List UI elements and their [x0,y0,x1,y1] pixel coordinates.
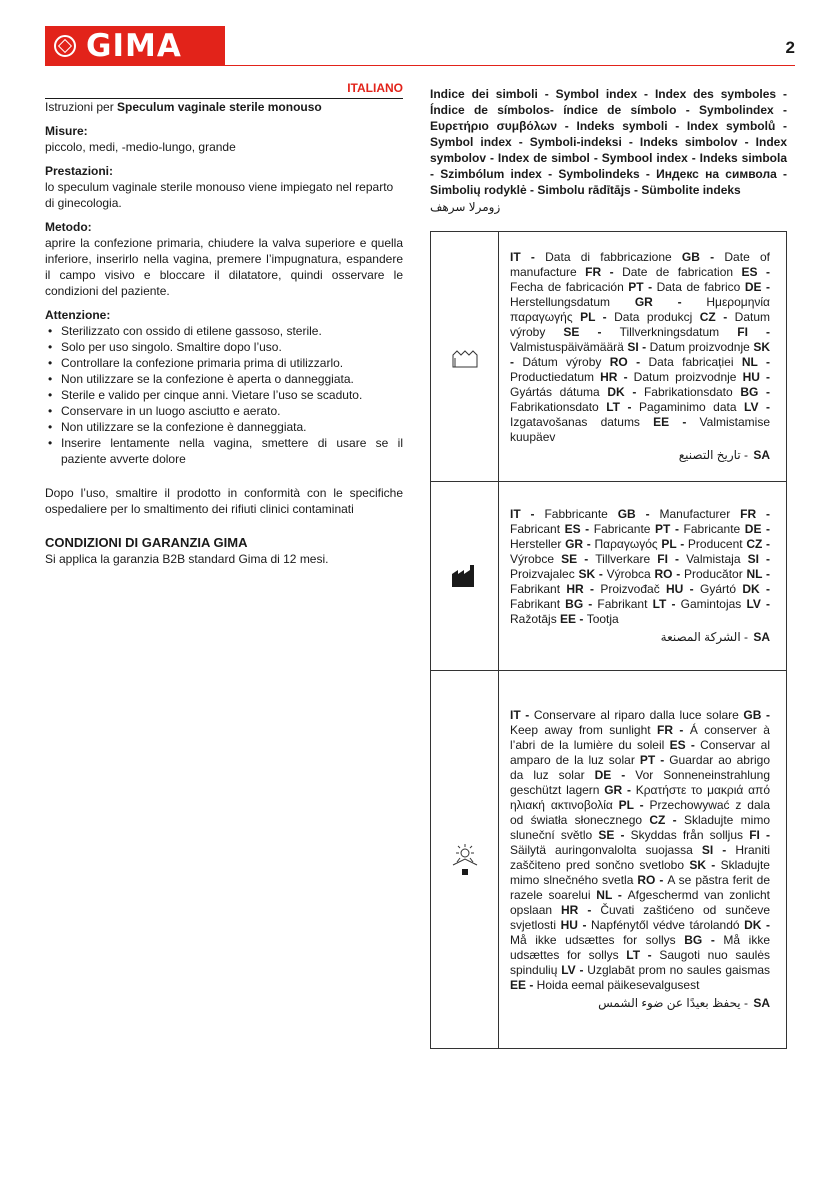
logo-text: GIMA [86,28,182,64]
symbol-translations: IT - Fabbricante GB - Manufacturer FR - Fabricant ES - Fabricante PT - Fabricante DE - Hersteller GR - Παραγωγός PL - Producent CZ - Výrobce SE - Tillverkare FI - Valmistaja SI - Proizvajalec SK - Výrobca RO - Producător NL - Fabrikant HR - Proizvođač HU - Gyártó DK - Fabrikant BG - Fabrikant LT - Gamintojas LV - Ražotājs EE - Tootja [510,507,771,626]
arabic-translation: تاريخ التصنيع - SA [678,448,770,462]
warning-item: • Inserire lentamente nella vagina, smettere di usare se il paziente avverte dolore [45,435,403,467]
symbol-description [499,232,786,481]
symbol-index-title-arabic: زومرلا سرهف [430,200,501,214]
warning-item: • Sterile e valido per cinque anni. Vietare l’uso se scaduto. [45,387,403,403]
symbol-icon-cell [431,232,499,481]
warning-item: • Conservare in un luogo asciutto e aerato. [45,403,403,419]
sizes-text: piccolo, medi, -medio-lungo, grande [45,140,236,154]
symbol-index-title: Indice dei simboli - Symbol index - Index des symboles - Índice de símbolos- índice de símbolo - Symbolindex - Ευρετήριο συμβόλων - Indeks symboli - Index symbolů - Symbol index - Symboli-indeksi - Indeks simbolov - Index symbolov - Index de simbol - Symbool index - Indeks simbola - Szimbólum index - Symbolindeks - Индекс на символа - Simbolių rodyklė - Simbolu rādītājs - Sümbolite indeks [430,87,787,197]
after-use-text: Dopo l’uso, smaltire il prodotto in conformità con le specifiche ospedaliere per lo smaltimento dei rifiuti clinici contaminati [45,486,403,516]
warranty-text: Si applica la garanzia B2B standard Gima di 12 mesi. [45,552,329,566]
italian-instructions [45,80,403,567]
page-number: 2 [785,38,795,57]
arabic-translation: الشركة المصنعة - SA [660,630,770,644]
arabic-text: يحفظ بعيدًا عن ضوء الشمس [598,996,741,1010]
manufacturer-icon [451,564,479,588]
warranty-heading: CONDIZIONI DI GARANZIA GIMA [45,535,248,550]
warning-item: • Controllare la confezione primaria prima di utilizzarlo. [45,355,403,371]
symbol-row-keep-away-from-sunlight [431,671,786,1048]
warning-item: • Non utilizzare se la confezione è aperta o danneggiata. [45,371,403,387]
performance-heading: Prestazioni: [45,164,114,178]
method-text: aprire la confezione primaria, chiudere la valva superiore e quella inferiore, inserirlo nella vagina, premere l’impugnatura, espandere il campo visivo e bloccare il dilatatore, quindi osservare le condizioni del paziente. [45,236,403,298]
arabic-label: SA [753,448,770,462]
symbol-description [499,482,786,670]
symbol-icon-cell [431,482,499,670]
arabic-label: SA [753,630,770,644]
gima-logo [45,26,225,66]
symbol-translations: IT - Conservare al riparo dalla luce solare GB - Keep away from sunlight FR - Á conserver à l’abri de la lumière du soleil ES - Conservar al amparo de la luz solar PT - Guardar ao abrigo da luz solar DE - Vor Sonneneinstrahlung geschützt lagern GR - Κρατήστε το μακριά από ηλιακή ακτινοβολία PL - Przechowywać z dala od światła słonecznego CZ - Skladujte mimo sluneční světlo SE - Skyddas från solljus FI - Säilytä auringonvalolta suojassa SI - Hraniti zaščiteno pred sončno svetlobo SK - Skladujte mimo slnečného svetla RO - A se păstra ferit de razele soarelui NL - Afgeschermd van zonlicht opslaan HR - Čuvati zaštićeno od sunčeve svjetlosti HU - Napfénytől védve tárolandó DK - Må ikke udsættes for sollys BG - Må ikke udsættes for sollys LT - Saugoti nuo saulės spindulių LV - Uzglabāt prom no saules gaismas EE - Hoida eemal päikesevalgusest [510,708,771,992]
symbol-row-manufacturer [431,482,786,671]
gima-emblem-icon [54,35,76,57]
arabic-text: تاريخ التصنيع [678,448,741,462]
date-of-manufacture-icon [452,346,478,368]
symbol-table [430,231,787,1049]
warning-item: • Sterilizzato con ossido di etilene gassoso, sterile. [45,323,403,339]
symbol-icon-cell [431,671,499,1048]
symbol-translations: IT - Data di fabbricazione GB - Date of manufacture FR - Date de fabrication ES - Fecha de fabricación PT - Data de fabrico DE - Herstellungsdatum GR - Ημερομηνία παραγωγής PL - Data produkcj CZ - Datum výroby SE - Tillverkningsdatum FI - Valmistuspäivämäärä SI - Datum proizvodnje SK - Dátum výroby RO - Data fabricației NL - Productiedatum HR - Datum proizvodnje HU - Gyártás dátuma DK - Fabrikationsdato BG - Fabrikationsdato LT - Pagaminimo data LV - Izgatavošanas datums EE - Valmistamise kuupäev [510,250,771,444]
warning-item: • Solo per uso singolo. Smaltire dopo l’uso. [45,339,403,355]
arabic-label: SA [753,996,770,1010]
symbol-row-date-of-manufacture [431,232,786,482]
performance-text: lo speculum vaginale sterile monouso viene impiegato nel reparto di ginecologia. [45,180,394,210]
warning-item: • Non utilizzare se la confezione è danneggiata. [45,419,403,435]
symbol-index-section [430,86,787,214]
arabic-translation: يحفظ بعيدًا عن ضوء الشمس - SA [598,996,770,1010]
page-header [45,26,795,66]
sizes-heading: Misure: [45,124,88,138]
header-divider [45,65,795,66]
keep-away-from-sunlight-icon [450,843,480,877]
language-label: ITALIANO [45,80,403,99]
method-heading: Metodo: [45,220,92,234]
product-name: Speculum vaginale sterile monouso [117,100,322,114]
warning-heading: Attenzione: [45,308,111,322]
arabic-text: الشركة المصنعة [660,630,741,644]
warning-list [45,323,403,467]
instructions-title [45,99,403,115]
symbol-description [499,671,786,1048]
instructions-prefix: Istruzioni per [45,100,118,114]
